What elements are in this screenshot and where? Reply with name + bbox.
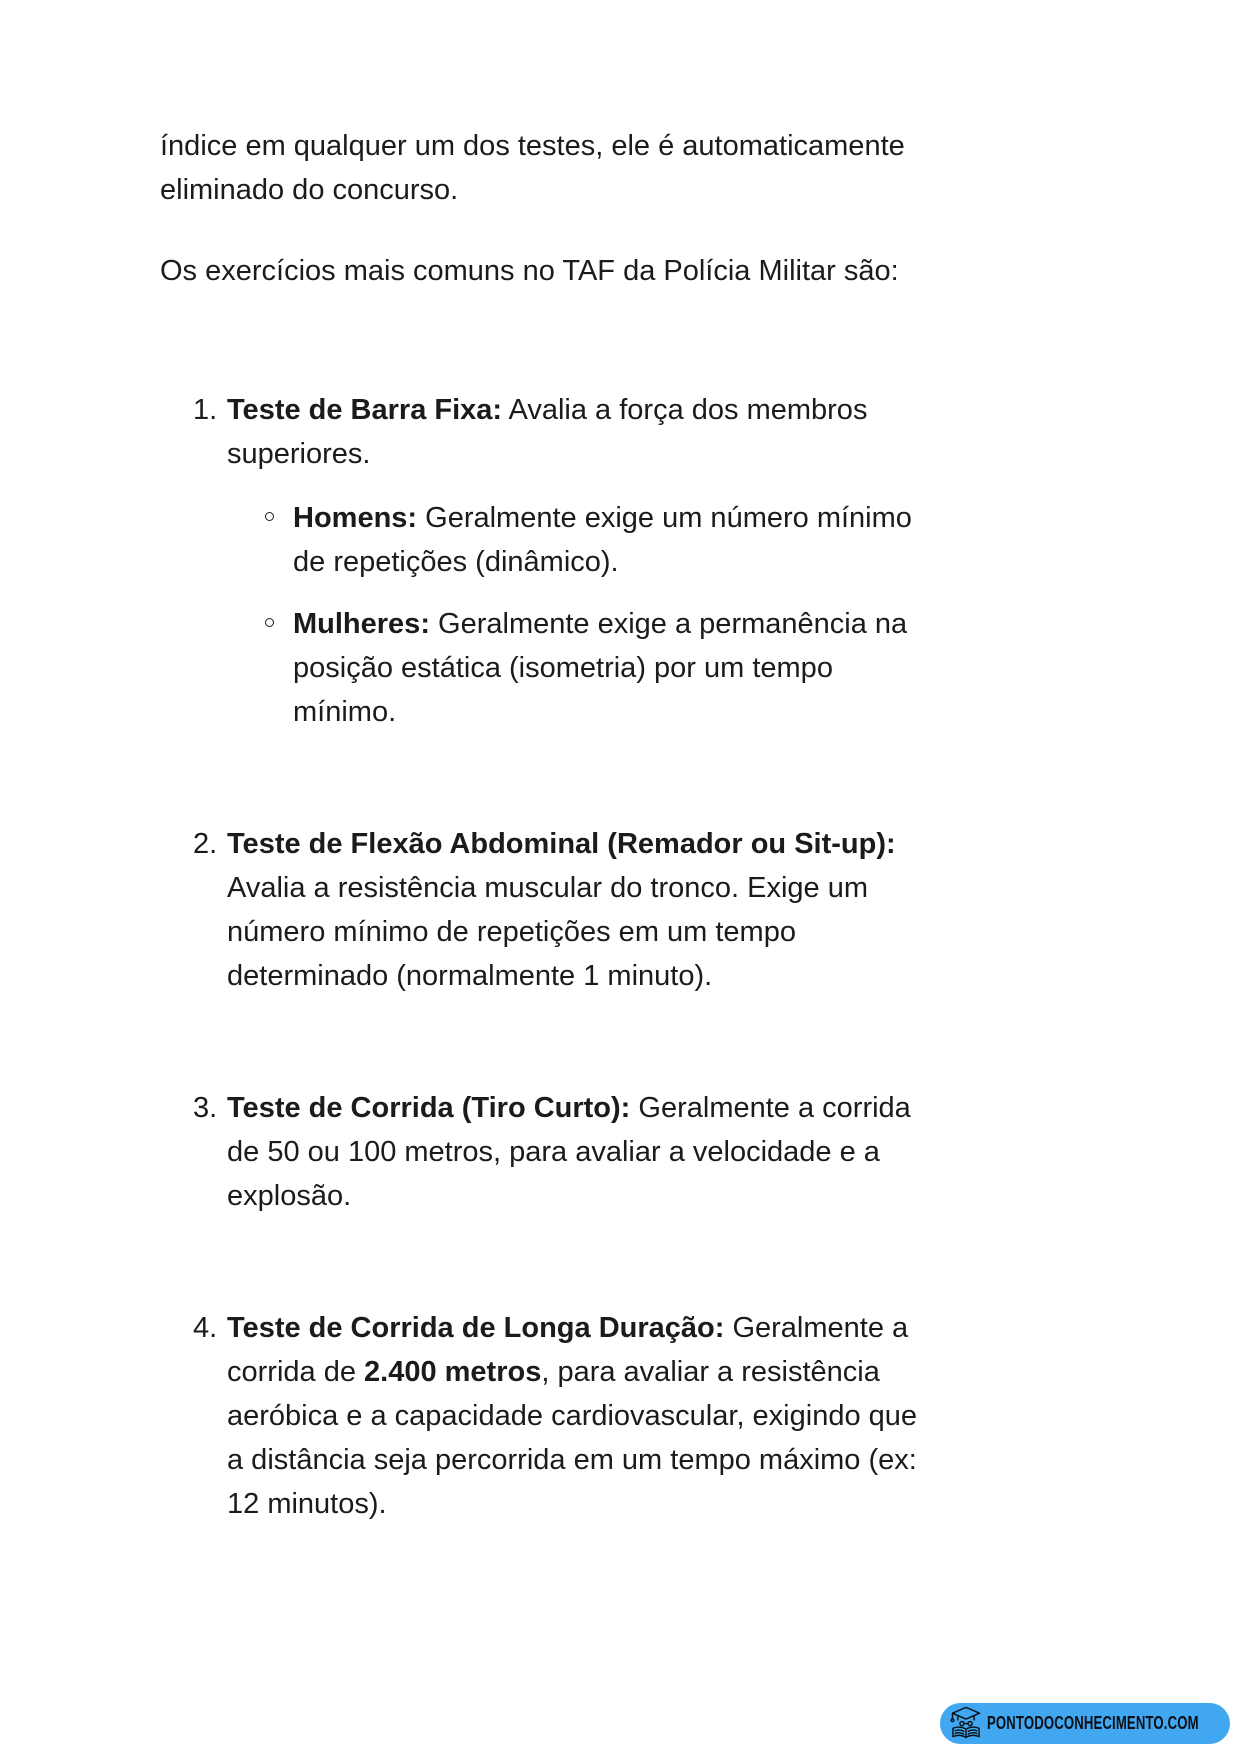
item-number: 2. bbox=[193, 828, 218, 860]
badge-label: PONTODOCONHECIMENTO.COM bbox=[987, 1713, 1199, 1733]
sub-list bbox=[227, 496, 939, 734]
item-description-bold: 2.400 metros bbox=[364, 1356, 542, 1388]
hollow-circle-bullet-icon bbox=[265, 512, 274, 521]
list-item-corrida-tiro-curto bbox=[160, 1086, 939, 1218]
pontodoconhecimento-badge[interactable] bbox=[940, 1703, 1230, 1744]
list-item-flexao-abdominal bbox=[160, 822, 939, 998]
list-item-barra-fixa bbox=[160, 388, 939, 734]
sub-item-title: Homens: bbox=[293, 502, 418, 534]
item-description: Geralmente a corrida de 50 ou 100 metros, para avaliar a velocidade e a explosão. bbox=[227, 1092, 911, 1212]
intro-paragraph: índice em qualquer um dos testes, ele é automaticamente eliminado do concurso. bbox=[160, 130, 905, 206]
hollow-circle-bullet-icon bbox=[265, 618, 274, 627]
sub-item-mulheres bbox=[227, 602, 923, 734]
item-title: Teste de Barra Fixa: bbox=[227, 394, 503, 426]
item-title: Teste de Flexão Abdominal (Remador ou Sit-up): bbox=[227, 828, 896, 860]
item-description: Avalia a força dos membros superiores. bbox=[227, 394, 868, 470]
item-title: Teste de Corrida (Tiro Curto): bbox=[227, 1092, 631, 1124]
item-number: 1. bbox=[193, 394, 218, 426]
lead-paragraph: Os exercícios mais comuns no TAF da Polícia Militar são: bbox=[160, 255, 899, 287]
graduation-student-open-book-icon bbox=[948, 1705, 984, 1743]
item-description: Avalia a resistência muscular do tronco. Exige um número mínimo de repetições em um tempo determinado (normalmente 1 minuto). bbox=[227, 872, 868, 992]
item-title: Teste de Corrida de Longa Duração: bbox=[227, 1312, 725, 1344]
exercise-list bbox=[160, 388, 940, 1526]
list-item-corrida-longa-duracao bbox=[160, 1306, 939, 1526]
sub-item-homens bbox=[227, 496, 923, 584]
item-description: , para avaliar a resistência aeróbica e a capacidade cardiovascular, exigindo que a distância seja percorrida em um tempo máximo (ex: 12 minutos). bbox=[227, 1356, 918, 1520]
badge-label-wrap bbox=[987, 1713, 1216, 1734]
item-number: 4. bbox=[193, 1312, 218, 1344]
sub-item-title: Mulheres: bbox=[293, 608, 430, 640]
sub-item-description: Geralmente exige a permanência na posição estática (isometria) por um tempo mínimo. bbox=[293, 608, 908, 728]
item-description: Geralmente a corrida de bbox=[227, 1312, 909, 1388]
sub-item-description: Geralmente exige um número mínimo de repetições (dinâmico). bbox=[293, 502, 912, 578]
item-number: 3. bbox=[193, 1092, 218, 1124]
document-body bbox=[160, 124, 940, 1526]
